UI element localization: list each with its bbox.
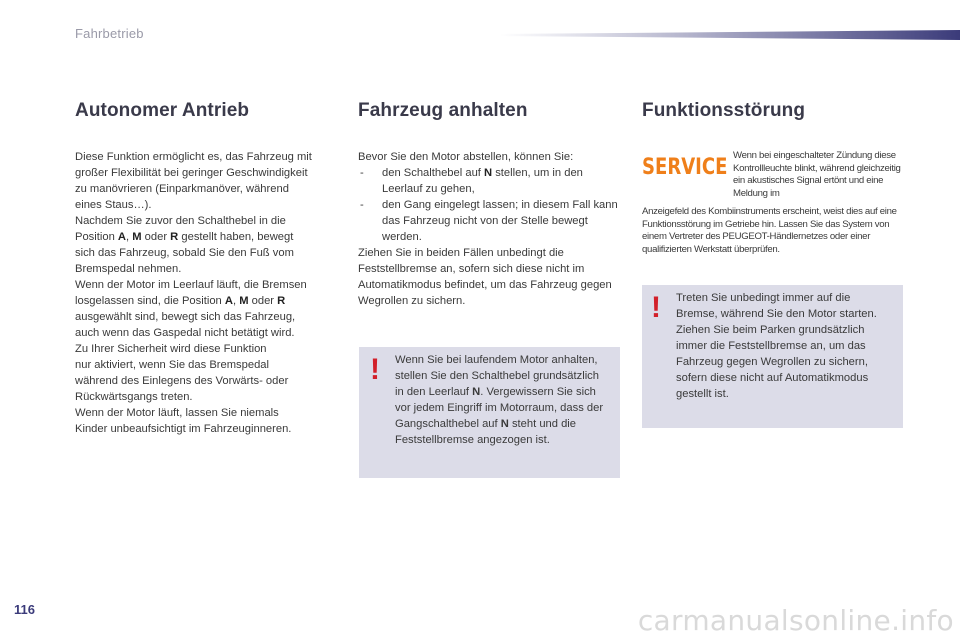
text-segment: stellen, um in den Leerlauf zu gehen, [382,167,583,195]
text-line: auch wenn das Gaspedal nicht betätigt wird. [75,327,295,339]
text-segment: den Gang eingelegt lassen; in diesem Fall kann das Fahrzeug nicht von der Stelle bewegt werden. [382,199,618,243]
text-line: Bremspedal nehmen. [75,263,182,275]
header-section-title: Fahrbetrieb [75,26,144,41]
text-line: , [232,295,240,307]
text-line: losgelassen sind, die Position [75,295,225,307]
gear-letter: M [239,295,249,307]
heading-funktionsstoerung: Funktionsstörung [642,100,806,121]
text-line: sich das Fahrzeug, sobald Sie den Fuß vom [75,247,294,259]
text-segment: Wenn Sie bei laufendem Motor anhalten, stellen Sie den Schalthebel grundsätzlich in den Leerlauf [395,354,599,398]
gear-letter: A [224,295,233,307]
text-line: zu manövrieren (Einparkmanöver, während [75,183,289,195]
text-line: , [126,231,133,243]
text-line: Zu Ihrer Sicherheit wird diese Funktion [75,343,267,355]
outro-text: Ziehen Sie in beiden Fällen unbedingt die Feststellbremse an, sofern sich diese nicht im Automatikmodus befindet, um das Fahrzeug gegen Wegrollen zu sichern. [358,247,612,307]
text-line: oder [141,231,171,243]
text-line: Nachdem Sie zuvor den Schalthebel in die [75,215,286,227]
column-autonomer-antrieb [75,100,343,437]
text-line: großer Flexibilität bei geringer Geschwindigkeit [75,167,308,179]
text-line: eines Staus…). [75,199,152,211]
gear-letter: R [170,231,179,243]
gear-letter: N [484,167,493,179]
column-fahrzeug-anhalten [358,100,620,309]
options-list [358,165,620,245]
heading-fahrzeug-anhalten: Fahrzeug anhalten [358,100,528,121]
text-segment: . Vergewissern Sie sich vor jedem Eingriff im Motorraum, dass der Gangschalthebel auf [395,386,604,430]
warning-text-2: Ziehen Sie beim Parken grundsätzlich immer die Feststellbremse an, um das Fahrzeug gegen Wegrollen zu sichern, sofern diese nicht auf Automatikmodus gestellt ist. [676,324,869,400]
text-line: Rückwärtsgangs treten. [75,391,193,403]
list-item [358,197,620,245]
gear-letter: R [277,295,286,307]
service-text-full: Anzeigefeld des Kombiinstruments erscheint, weist dies auf eine Funktionsstörung im Getriebe hin. Lassen Sie das System von einem Vertreter des PEUGEOT-Händlernetzes oder einer qualifizierten Werkstatt überprüfen. [642,206,897,255]
warning-text [395,352,606,448]
intro-text: Bevor Sie den Motor abstellen, können Sie: [358,151,574,163]
gear-letter: M [132,231,142,243]
gear-letter: N [500,418,509,430]
column-funktionsstoerung [642,100,904,149]
text-line: während des Einlegens des Vorwärts- oder [75,375,289,387]
text-line: Wenn der Motor im Leerlauf läuft, die Bremsen [75,279,307,291]
text-line: Wenn der Motor läuft, lassen Sie niemals [75,407,279,419]
warning-exclamation-icon: ! [651,291,661,324]
warning-exclamation-icon: ! [370,353,380,386]
text-segment: steht und die Feststellbremse angezogen ist. [395,418,577,446]
gear-letter: N [472,386,481,398]
footer-watermark: carmanualsonline.info [637,604,954,637]
heading-autonomer-antrieb: Autonomer Antrieb [75,100,250,121]
warning-box-funktionsstoerung [642,285,903,428]
fahrzeug-anhalten-text [358,149,620,309]
text-line: nur aktiviert, wenn Sie das Bremspedal [75,359,270,371]
list-item [358,165,620,197]
gear-letter: A [117,231,127,243]
text-line: oder [248,295,278,307]
warning-text-1: Treten Sie unbedingt immer auf die Bremse, während Sie den Motor starten. [676,292,877,320]
warning-box-anhalten [359,347,620,478]
page-number: 116 [14,602,35,617]
service-text-top: Wenn bei eingeschalteter Zündung diese Kontrollleuchte blinkt, während gleichzeitig ein akustisches Signal ertönt und eine Meldung im [733,150,901,199]
text-line: Position [75,231,118,243]
text-line: Diese Funktion ermöglicht es, das Fahrzeug mit [75,151,312,163]
text-line: ausgewählt sind, bewegt sich das Fahrzeug, [75,311,296,323]
header-decorative-bar [500,30,960,40]
text-line: Kinder unbeaufsichtigt im Fahrzeuginneren. [75,423,292,435]
text-segment: den Schalthebel auf [382,167,485,179]
service-warning-lamp-icon: SERVICE [642,155,728,180]
autonomer-antrieb-text [75,149,343,437]
text-line: gestellt haben, bewegt [178,231,294,243]
